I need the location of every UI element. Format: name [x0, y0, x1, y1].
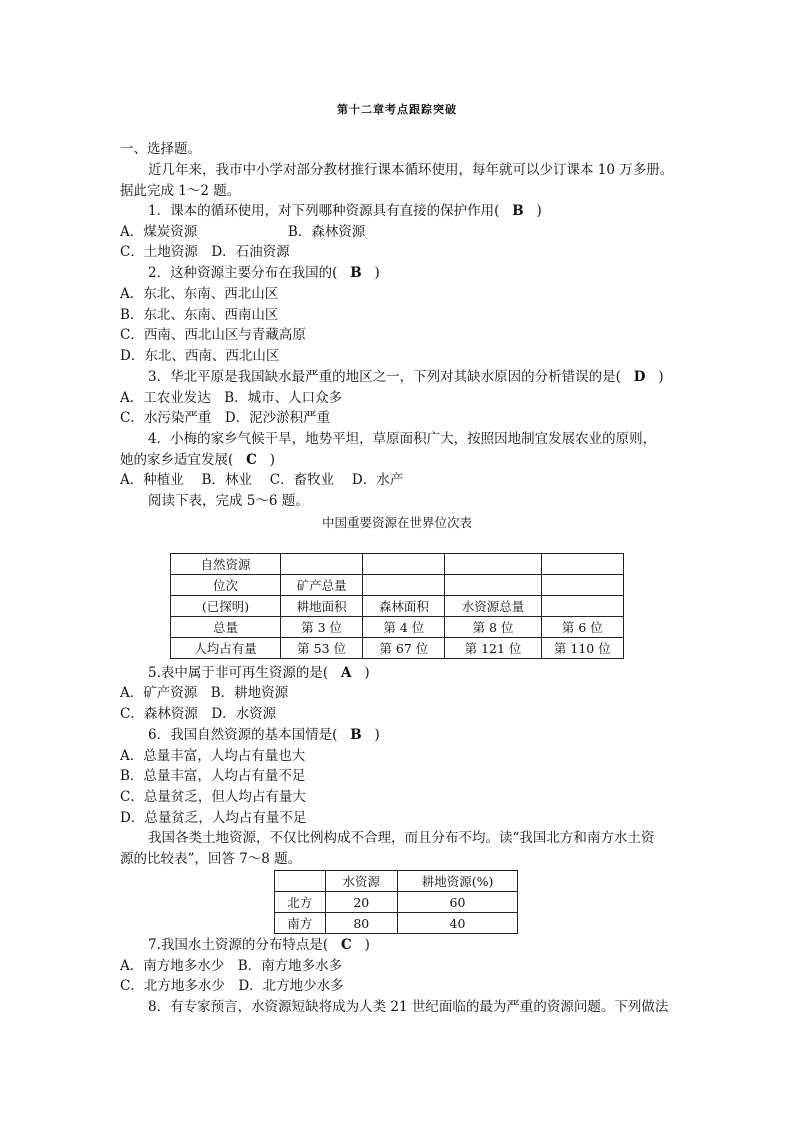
- question-stem: 2．这种资源主要分布在我国的(: [148, 265, 338, 281]
- section-heading: 一、选择题。: [120, 141, 201, 157]
- table-cell: 20: [325, 892, 397, 913]
- table-row: [171, 617, 624, 638]
- table-row: [171, 596, 624, 617]
- question-4-stem: 4．小梅的家乡气候干旱，地势平坦，草原面积广大，按照因地制宜发展农业的原则，: [148, 431, 657, 447]
- water-land-table: [274, 870, 518, 934]
- table-cell: (已探明): [171, 596, 281, 617]
- option-a: A．煤炭资源: [120, 224, 198, 240]
- paren-close: ): [658, 369, 664, 385]
- question-5: [148, 663, 370, 683]
- table-cell: 第 6 位: [541, 617, 623, 638]
- option-b: B．东北、东南、西南山区: [120, 307, 279, 323]
- table-row-label: 北方: [275, 892, 326, 913]
- answer: D: [633, 369, 646, 385]
- page-title: 第十二章考点跟踪突破: [337, 103, 457, 116]
- option-c: C．西南、西北山区与青藏高原: [120, 327, 306, 343]
- question-8-stem: 8．有专家预言，水资源短缺将成为人类 21 世纪面临的最为严重的资源问题。下列做法: [148, 999, 669, 1015]
- table-header-cell: 耕地面积: [280, 596, 362, 617]
- option-c: C．总量贫乏，但人均占有量大: [120, 789, 306, 805]
- answer: C: [341, 937, 352, 953]
- question-6: [148, 725, 380, 745]
- paren-close: ): [374, 265, 380, 281]
- table-cell: [363, 575, 445, 596]
- options-row: C．土地资源 D．石油资源: [120, 244, 290, 260]
- options-row: C．森林资源 D．水资源: [120, 706, 277, 722]
- table-cell: 80: [325, 913, 397, 934]
- question-2: [148, 263, 380, 283]
- table-cell: 第 121 位: [445, 638, 541, 659]
- table-cell: [363, 554, 445, 575]
- table-cell: 第 67 位: [363, 638, 445, 659]
- option-b: B．森林资源: [287, 224, 366, 240]
- options-row: A．工农业发达 B．城市、人口众多: [120, 390, 343, 406]
- answer: B: [350, 265, 362, 281]
- options-row: C．水污染严重 D．泥沙淤积严重: [120, 410, 331, 426]
- reading-prompt: 阅读下表，完成 5～6 题。: [148, 493, 309, 509]
- option-a: A．东北、东南、西北山区: [120, 286, 279, 302]
- table-header-cell: 水资源: [325, 871, 397, 892]
- question-stem: 7.我国水土资源的分布特点是(: [148, 937, 329, 953]
- option-d: D．总量贫乏，人均占有量不足: [120, 810, 307, 826]
- table-cell: [445, 554, 541, 575]
- question-4: [120, 450, 275, 470]
- intro-text: 我国各类土地资源，不仅比例构成不合理，而且分布不均。读“我国北方和南方水土资: [148, 830, 655, 846]
- answer: B: [512, 203, 524, 219]
- question-1: [148, 201, 542, 221]
- table-row: [171, 638, 624, 659]
- table-row: [275, 892, 518, 913]
- question-stem: 6．我国自然资源的基本国情是(: [148, 727, 338, 743]
- intro-text: 据此完成 1～2 题。: [120, 183, 241, 199]
- table-row: [171, 554, 624, 575]
- option-b: B．总量丰富，人均占有量不足: [120, 768, 306, 784]
- paren-close: ): [364, 937, 370, 953]
- table-cell: [280, 554, 362, 575]
- table-caption: 中国重要资源在世界位次表: [321, 515, 472, 530]
- resource-rank-table: [170, 553, 624, 659]
- table-cell: 第 53 位: [280, 638, 362, 659]
- table-cell: 第 3 位: [280, 617, 362, 638]
- intro-text: 近几年来，我市中小学对部分教材推行课本循环使用，每年就可以少订课本 10 万多册。: [148, 162, 674, 178]
- table-cell: 40: [398, 913, 518, 934]
- table-cell: [275, 871, 326, 892]
- table-cell: [541, 554, 623, 575]
- paren-close: ): [269, 452, 276, 468]
- question-stem: 5.表中属于非可再生资源的是(: [148, 665, 329, 681]
- table-cell: 矿产总量: [280, 575, 362, 596]
- table-row-label: 人均占有量: [171, 638, 281, 659]
- table-cell: [541, 596, 623, 617]
- question-stem: 3．华北平原是我国缺水最严重的地区之一，下列对其缺水原因的分析错误的是(: [148, 369, 621, 385]
- table-row-label: 总量: [171, 617, 281, 638]
- table-row: [275, 871, 518, 892]
- answer: B: [350, 727, 362, 743]
- question-3: [148, 367, 664, 387]
- options-row: C．北方地多水少 D．北方地少水多: [120, 978, 344, 994]
- paren-close: ): [364, 665, 370, 681]
- question-stem: 1．课本的循环使用，对下列哪种资源具有直接的保护作用(: [148, 203, 500, 219]
- question-stem: 她的家乡适宜发展(: [120, 452, 234, 468]
- option-d: D．东北、西南、西北山区: [120, 348, 280, 364]
- options-row: [120, 222, 365, 242]
- paren-close: ): [374, 727, 380, 743]
- options-row: A．南方地多水少 B．南方地多水多: [120, 958, 343, 974]
- intro-text: 源的比较表”，回答 7～8 题。: [120, 851, 302, 867]
- table-cell: [445, 575, 541, 596]
- answer: A: [341, 665, 352, 681]
- options-row: A．矿产资源 B．耕地资源: [120, 685, 289, 701]
- table-cell: 60: [398, 892, 518, 913]
- table-header-cell: 耕地资源(%): [398, 871, 518, 892]
- table-cell: [541, 575, 623, 596]
- table-cell: 第 8 位: [445, 617, 541, 638]
- table-row: [275, 913, 518, 934]
- table-cell: 第 4 位: [363, 617, 445, 638]
- table-row: [171, 575, 624, 596]
- table-cell: 自然资源: [171, 554, 281, 575]
- option-a: A．总量丰富，人均占有量也大: [120, 748, 306, 764]
- answer: C: [246, 452, 257, 468]
- paren-close: ): [536, 203, 542, 219]
- table-header-cell: 森林面积: [363, 596, 445, 617]
- question-7: [148, 935, 370, 955]
- table-row-label: 南方: [275, 913, 326, 934]
- table-header-cell: 水资源总量: [445, 596, 541, 617]
- table-cell: 第 110 位: [541, 638, 623, 659]
- table-cell: 位次: [171, 575, 281, 596]
- options-row: A．种植业 B．林业 C．畜牧业 D．水产: [120, 472, 404, 488]
